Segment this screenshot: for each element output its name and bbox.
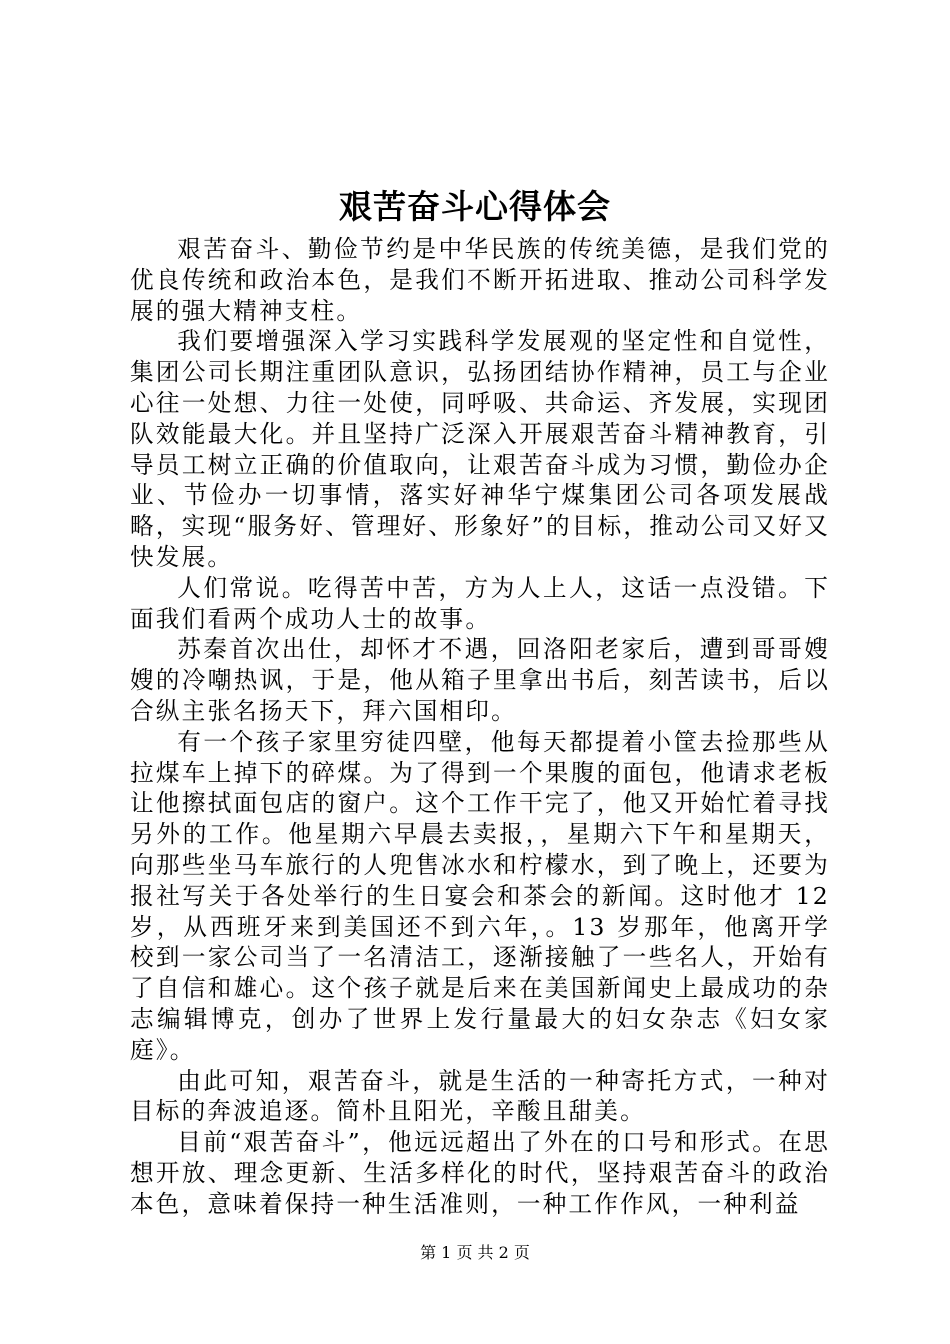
paragraph: 目前“艰苦奋斗”，他远远超出了外在的口号和形式。在思想开放、理念更新、生活多样化的时代，坚持艰苦奋斗的政治本色，意味着保持一种生活准则，一种工作作风，一种利益	[130, 1128, 830, 1218]
paragraph: 我们要增强深入学习实践科学发展观的坚定性和自觉性，集团公司长期注重团队意识，弘扬团结协作精神，员工与企业心往一处想、力往一处使，同呼吸、共命运、齐发展，实现团队效能最大化。并且坚持广泛深入开展艰苦奋斗精神教育，引导员工树立正确的价值取向，让艰苦奋斗成为习惯，勤俭办企业、节俭办一切事情，落实好神华宁煤集团公司各项发展战略，实现“服务好、管理好、形象好”的目标，推动公司又好又快发展。	[130, 327, 830, 571]
page-footer: 第 1 页 共 2 页	[420, 1243, 530, 1262]
paragraph: 艰苦奋斗、勤俭节约是中华民族的传统美德，是我们党的优良传统和政治本色，是我们不断开拓进取、推动公司科学发展的强大精神支柱。	[130, 235, 830, 325]
paragraph: 苏秦首次出仕，却怀才不遇，回洛阳老家后，遭到哥哥嫂嫂的冷嘲热讽，于是，他从箱子里拿出书后，刻苦读书，后以合纵主张名扬天下，拜六国相印。	[130, 635, 830, 725]
paragraph: 由此可知，艰苦奋斗，就是生活的一种寄托方式，一种对目标的奔波追逐。简朴且阳光，辛酸且甜美。	[130, 1066, 830, 1126]
document-body	[130, 234, 830, 1220]
document-title: 艰苦奋斗心得体会	[339, 187, 611, 226]
paragraph: 有一个孩子家里穷徒四壁，他每天都提着小筐去捡那些从拉煤车上掉下的碎煤。为了得到一个果腹的面包，他请求老板让他擦拭面包店的窗户。这个工作干完了，他又开始忙着寻找另外的工作。他星期六早晨去卖报，，星期六下午和星期天，向那些坐马车旅行的人兜售冰水和柠檬水，到了晚上，还要为报社写关于各处举行的生日宴会和茶会的新闻。这时他才 12 岁，从西班牙来到美国还不到六年，。13 岁那年，他离开学校到一家公司当了一名清洁工，逐渐接触了一些名人，开始有了自信和雄心。这个孩子就是后来在美国新闻史上最成功的杂志编辑博克，创办了世界上发行量最大的妇女杂志《妇女家庭》。	[130, 727, 830, 1064]
paragraph: 人们常说。吃得苦中苦，方为人上人，这话一点没错。下面我们看两个成功人士的故事。	[130, 573, 830, 633]
